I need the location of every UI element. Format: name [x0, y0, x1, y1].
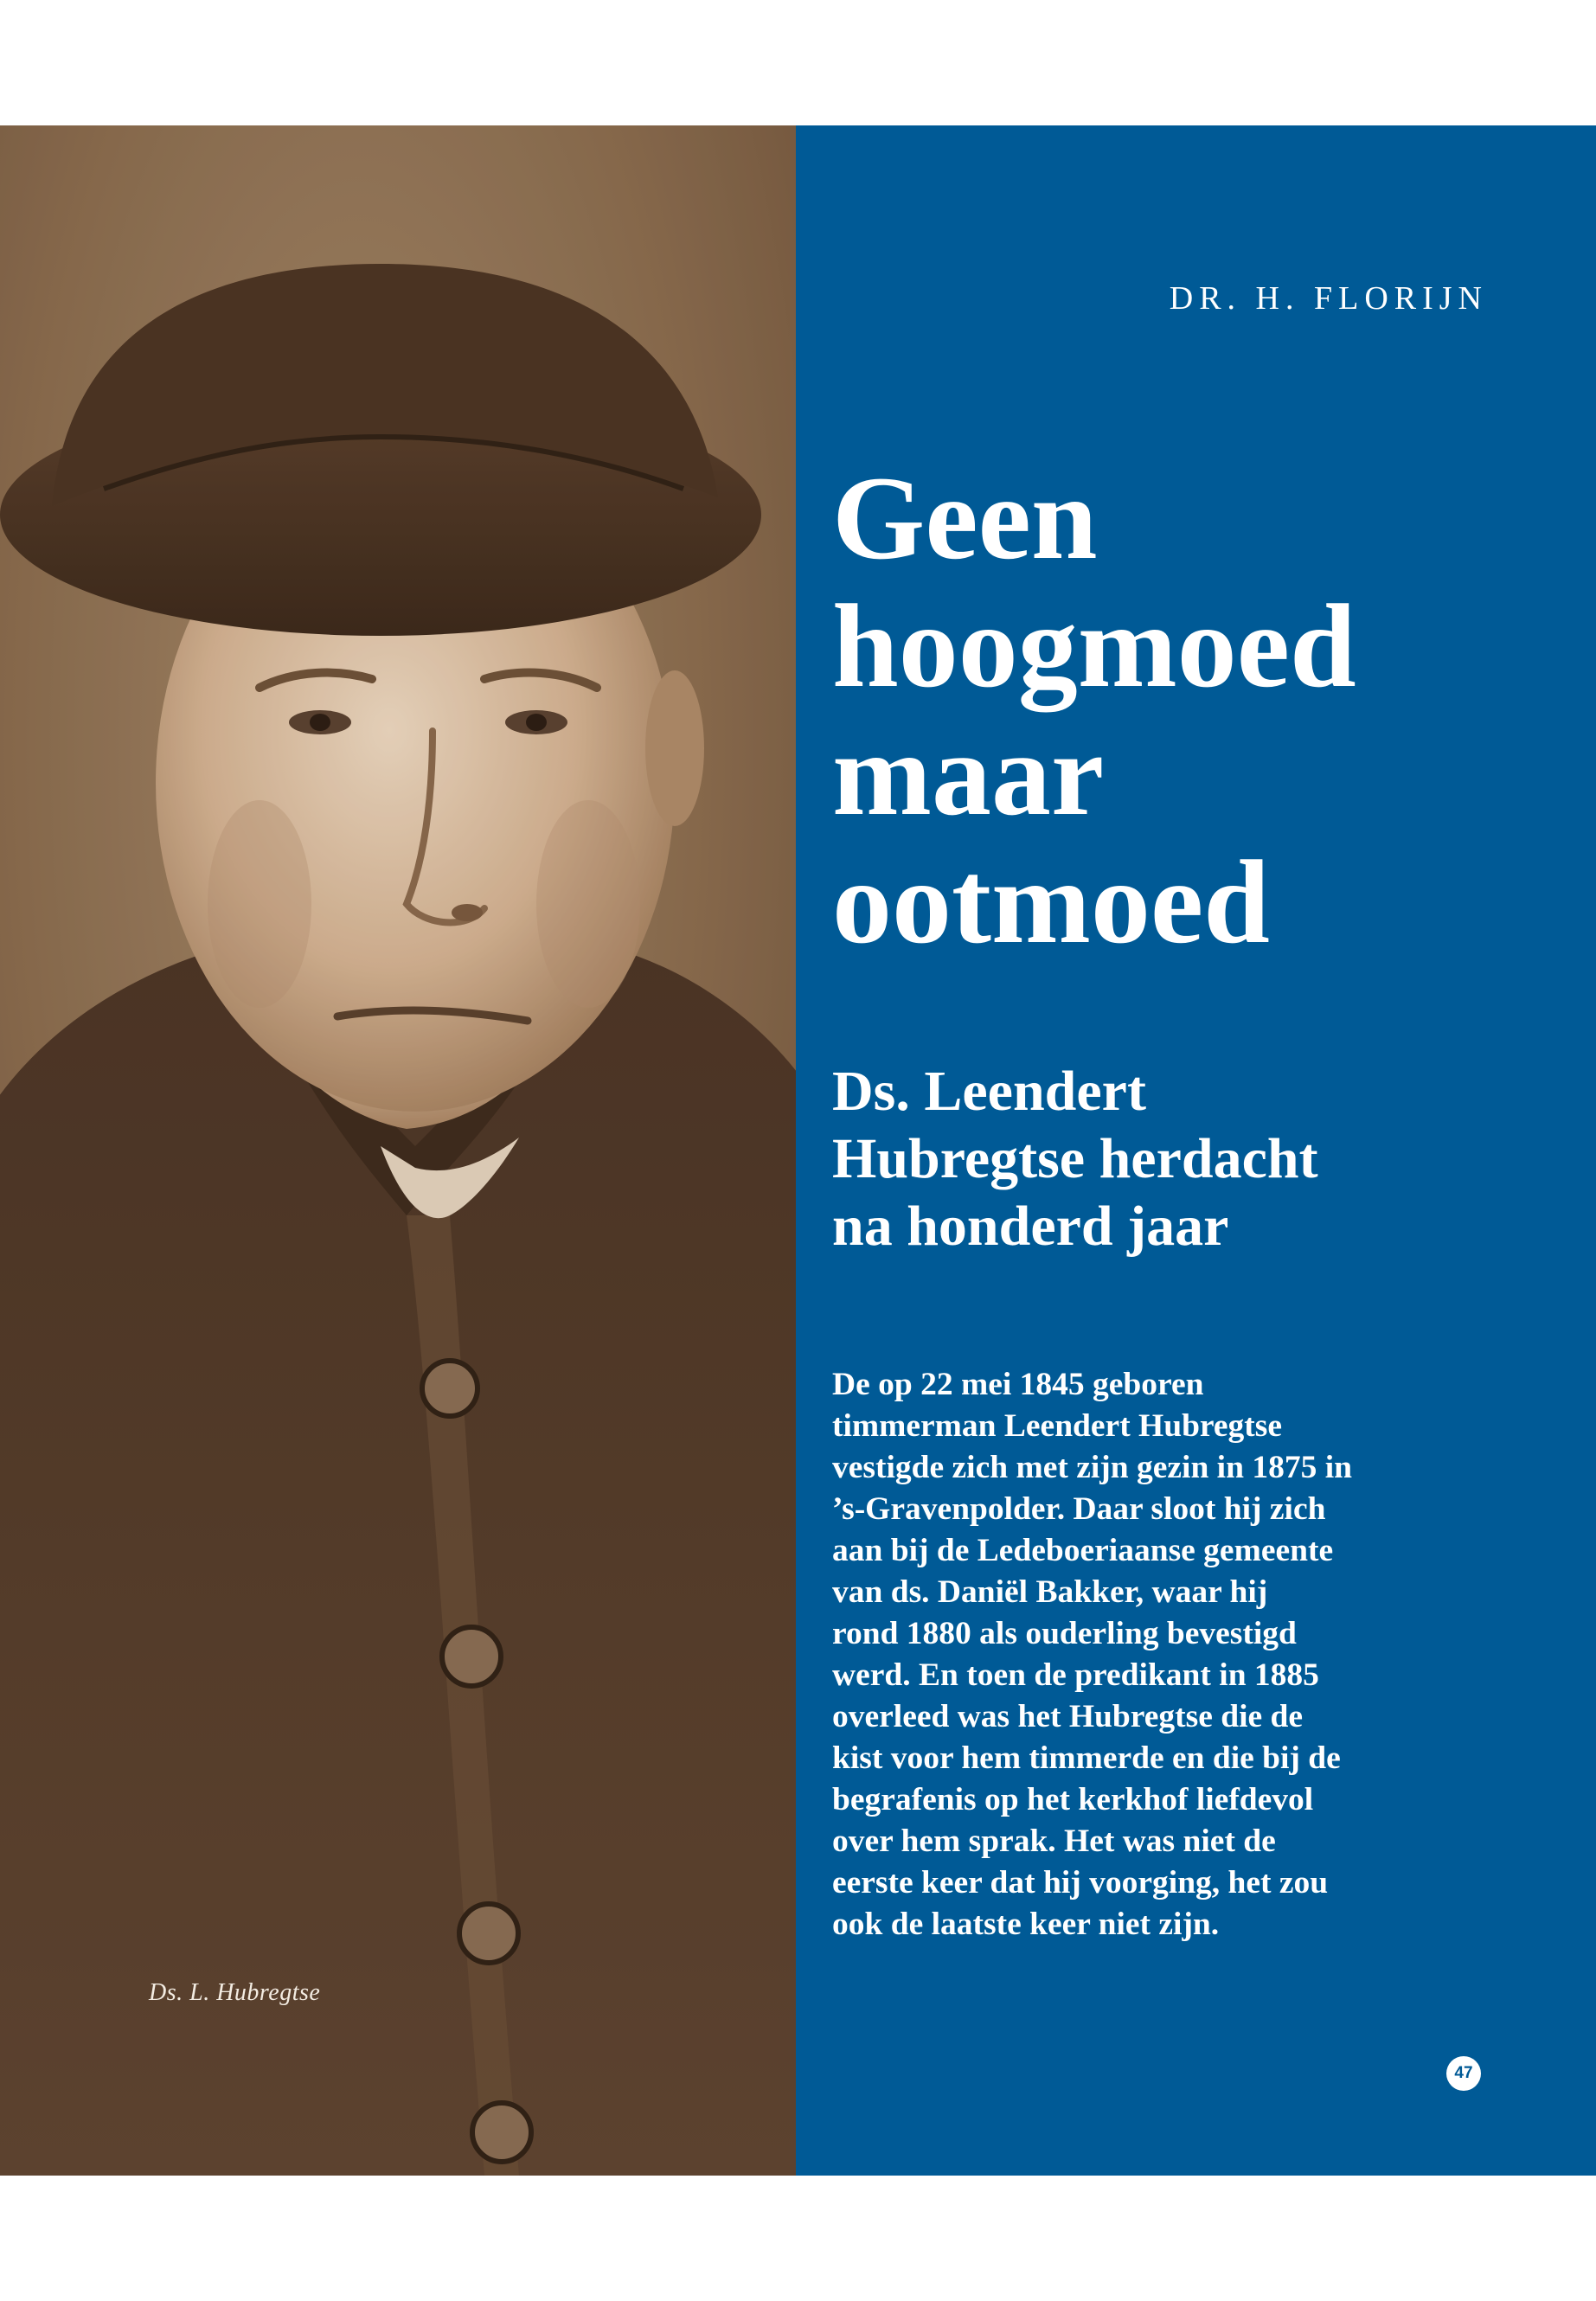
lead-line: eerste keer dat hij voorging, het zou — [832, 1865, 1329, 1900]
title-line: Geen — [832, 452, 1098, 584]
article-subtitle — [832, 1058, 1507, 1260]
lead-line: begrafenis op het kerkhof liefdevol — [832, 1782, 1314, 1817]
subtitle-line: Hubregtse herdacht — [832, 1127, 1318, 1190]
lead-line: overleed was het Hubregtse die de — [832, 1699, 1304, 1734]
lead-line: kist voor hem timmerde en die bij de — [832, 1740, 1341, 1776]
subtitle-line: na honderd jaar — [832, 1195, 1229, 1258]
title-line: ootmoed — [832, 836, 1270, 968]
lead-line: ’s-Gravenpolder. Daar sloot hij zich — [832, 1491, 1326, 1527]
lead-line: De op 22 mei 1845 geboren — [832, 1367, 1204, 1402]
lead-line: werd. En toen de predikant in 1885 — [832, 1657, 1319, 1693]
article-panel — [796, 125, 1596, 2176]
lead-line: ook de laatste keer niet zijn. — [832, 1907, 1220, 1942]
article-title — [832, 454, 1542, 966]
title-line: hoogmoed — [832, 580, 1356, 712]
lead-line: aan bij de Ledeboeriaanse gemeente — [832, 1533, 1334, 1568]
title-line: maar — [832, 708, 1105, 840]
lead-line: timmerman Leendert Hubregtse — [832, 1408, 1283, 1444]
subtitle-line: Ds. Leendert — [832, 1060, 1146, 1123]
article-lead-paragraph — [832, 1364, 1516, 1945]
photo-caption: Ds. L. Hubregtse — [149, 1979, 321, 2006]
author-byline: DR. H. FLORIJN — [1169, 280, 1488, 317]
lead-line: over hem sprak. Het was niet de — [832, 1823, 1276, 1859]
magazine-page — [0, 125, 1596, 2176]
page-number-badge: 47 — [1446, 2056, 1481, 2091]
lead-line: vestigde zich met zijn gezin in 1875 in — [832, 1450, 1352, 1485]
portrait-image — [0, 125, 796, 2176]
lead-line: van ds. Daniël Bakker, waar hij — [832, 1574, 1268, 1610]
lead-line: rond 1880 als ouderling bevestigd — [832, 1616, 1297, 1651]
portrait-photo — [0, 125, 796, 2176]
